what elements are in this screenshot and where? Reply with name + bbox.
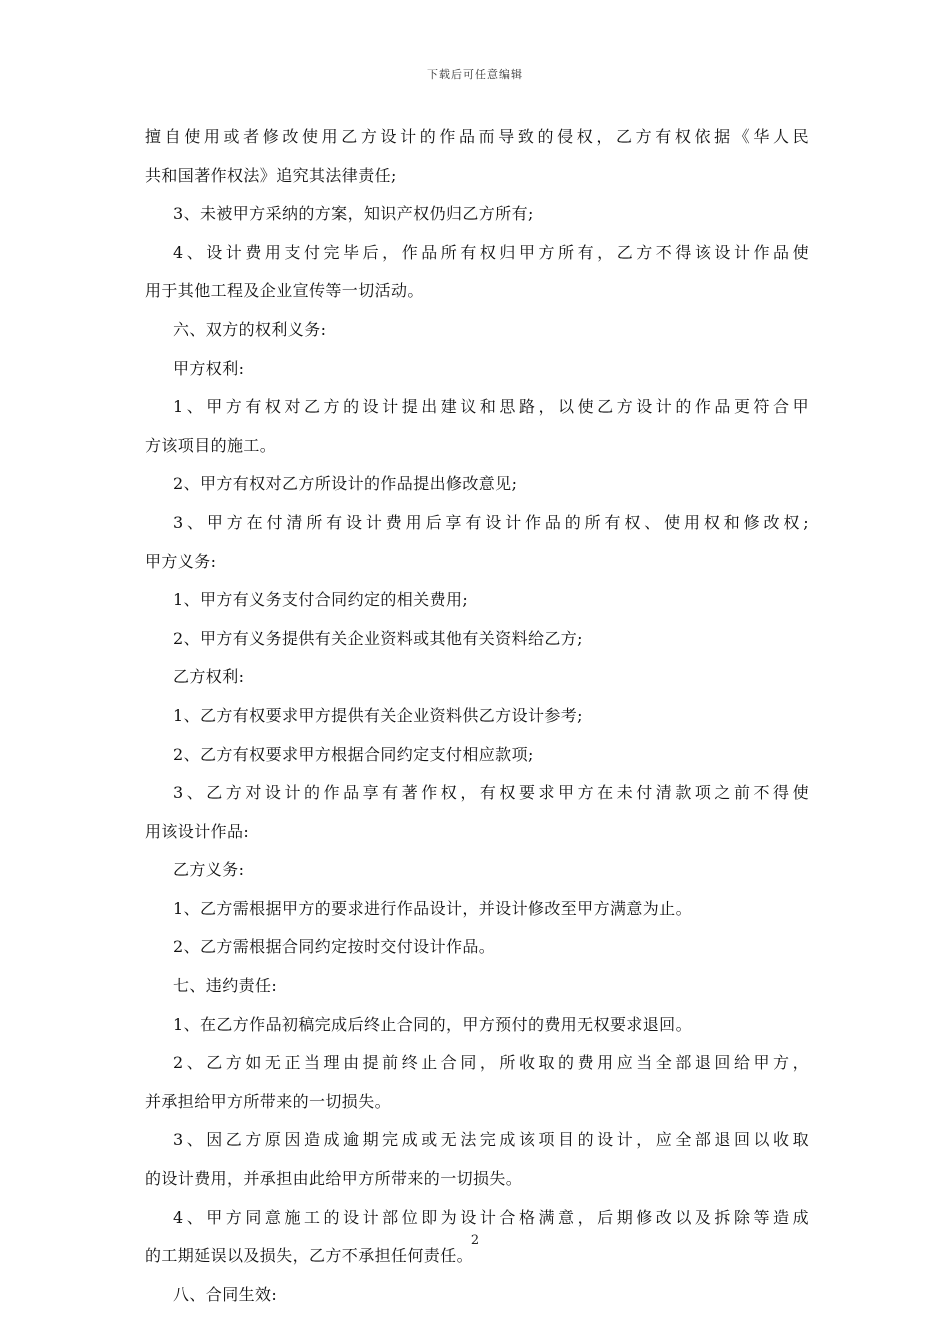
text-line: 1、甲方有权对乙方的设计提出建议和思路，以使乙方设计的作品更符合甲 (173, 397, 809, 417)
document-body (145, 122, 809, 1318)
text-line: 3、未被甲方采纳的方案，知识产权仍归乙方所有; (173, 204, 534, 224)
text-line: 甲方权利: (173, 358, 245, 378)
text-line: 甲方义务: (145, 551, 217, 571)
text-line: 用该设计作品: (145, 821, 250, 841)
text-line: 七、违约责任: (173, 976, 278, 996)
text-line: 2、乙方有权要求甲方根据合同约定支付相应款项; (173, 744, 534, 764)
text-line: 六、双方的权利义务: (173, 319, 327, 339)
text-line: 2、乙方如无正当理由提前终止合同，所收取的费用应当全部退回给甲方， (173, 1053, 809, 1073)
text-line: 2、乙方需根据合同约定按时交付设计作品。 (173, 937, 496, 957)
text-line: 2、甲方有义务提供有关企业资料或其他有关资料给乙方; (173, 628, 583, 648)
text-line: 1、甲方有义务支付合同约定的相关费用; (173, 590, 469, 610)
text-line: 用于其他工程及企业宣传等一切活动。 (145, 281, 424, 301)
text-line: 1、乙方有权要求甲方提供有关企业资料供乙方设计参考; (173, 705, 583, 725)
text-line: 乙方权利: (173, 667, 245, 687)
page-number: 2 (470, 1233, 480, 1248)
text-line: 1、乙方需根据甲方的要求进行作品设计，并设计修改至甲方满意为止。 (173, 898, 692, 918)
text-line: 2、甲方有权对乙方所设计的作品提出修改意见; (173, 474, 518, 494)
text-line: 4、甲方同意施工的设计部位即为设计合格满意，后期修改以及拆除等造成 (173, 1207, 809, 1227)
text-line: 3、甲方在付清所有设计费用后享有设计作品的所有权、使用权和修改权; (173, 512, 809, 532)
text-line: 的设计费用，并承担由此给甲方所带来的一切损失。 (145, 1169, 523, 1189)
text-line: 八、合同生效: (173, 1284, 278, 1304)
text-line: 4、设计费用支付完毕后，作品所有权归甲方所有，乙方不得该设计作品使 (173, 242, 809, 262)
text-line: 方该项目的施工。 (145, 435, 277, 455)
text-line: 乙方义务: (173, 860, 245, 880)
text-line: 擅自使用或者修改使用乙方设计的作品而导致的侵权，乙方有权依据《华人民 (145, 127, 809, 146)
text-line: 的工期延误以及损失，乙方不承担任何责任。 (145, 1246, 474, 1266)
text-line: 3、乙方对设计的作品享有著作权，有权要求甲方在未付清款项之前不得使 (173, 783, 809, 803)
page-header: 下载后可任意编辑 (427, 68, 523, 81)
text-line: 3、因乙方原因造成逾期完成或无法完成该项目的设计，应全部退回以收取 (173, 1130, 809, 1150)
text-line: 并承担给甲方所带来的一切损失。 (145, 1091, 392, 1111)
text-line: 共和国著作权法》追究其法律责任; (145, 165, 397, 185)
text-line: 1、在乙方作品初稿完成后终止合同的，甲方预付的费用无权要求退回。 (173, 1014, 692, 1034)
